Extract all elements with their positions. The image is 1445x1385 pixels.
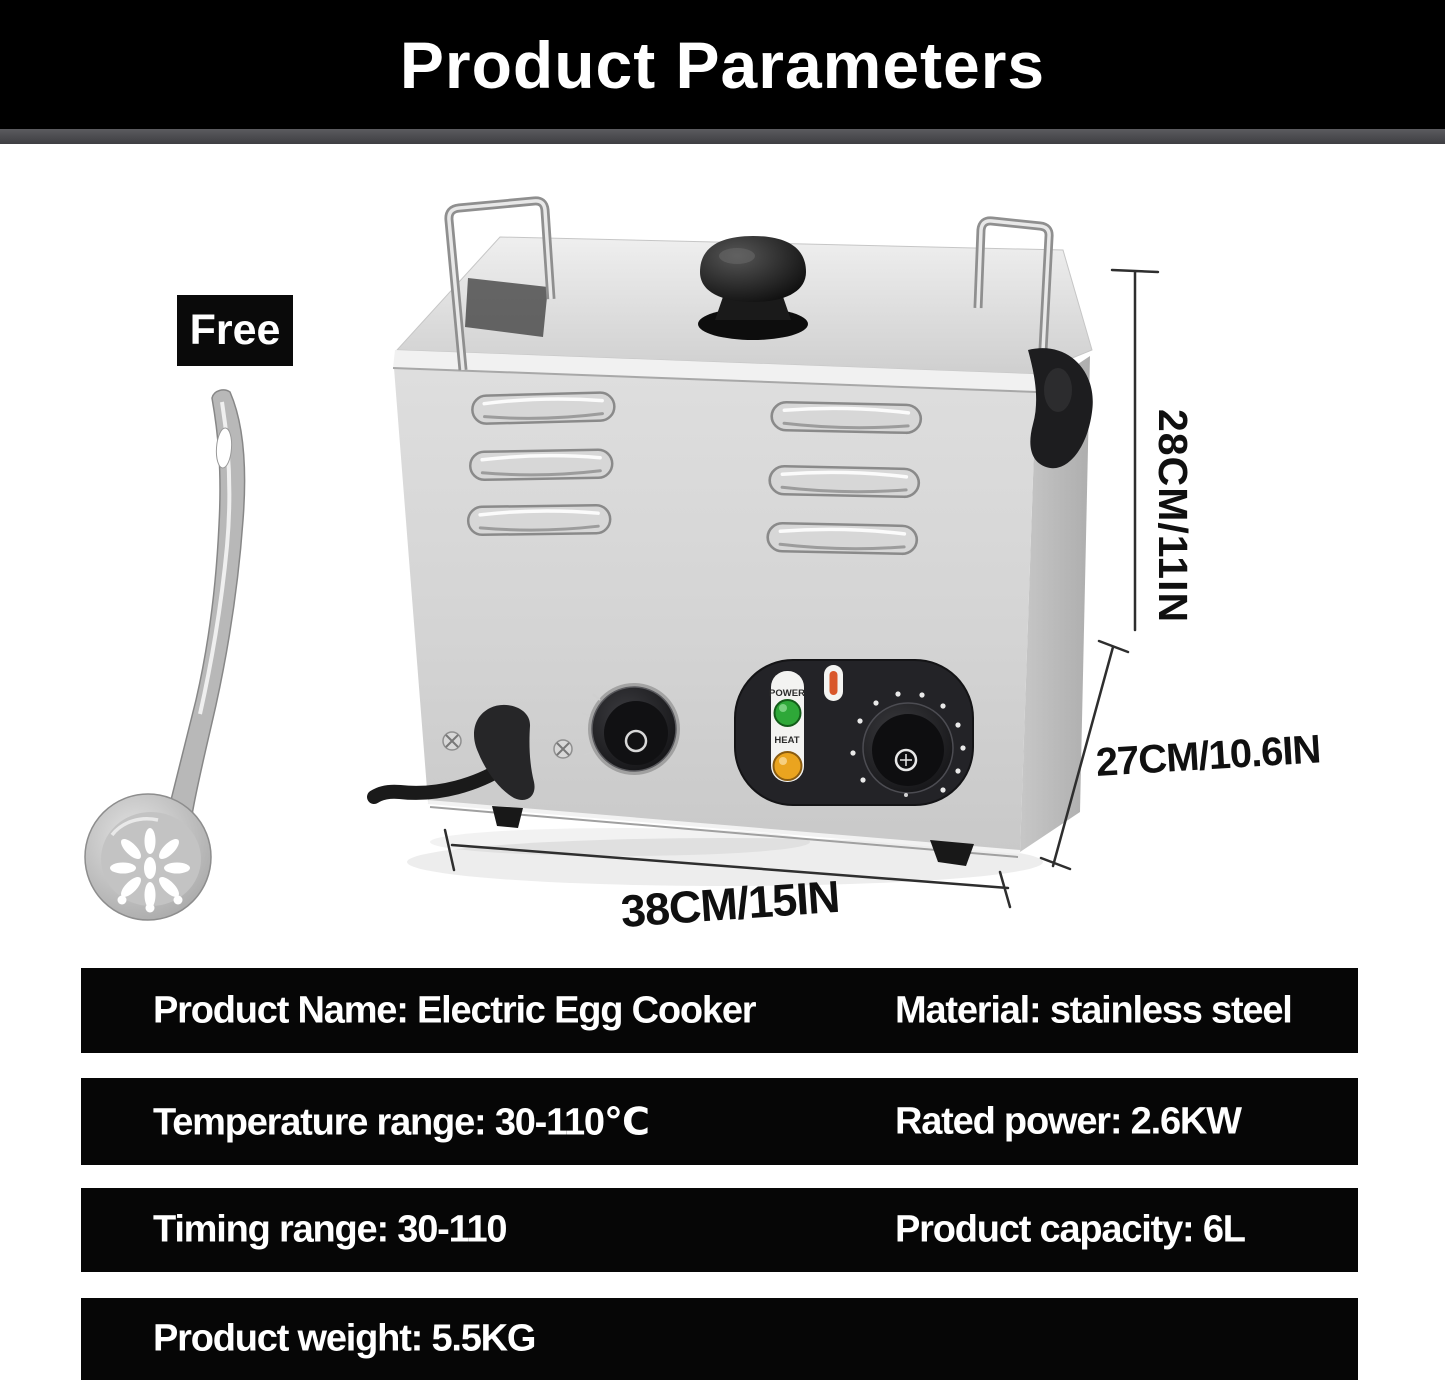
power-label: POWER (769, 688, 805, 699)
spec-row-temperature (81, 1078, 1358, 1165)
product-illustration (0, 144, 1445, 964)
dimension-label-width: 38CM/15IN (619, 870, 841, 937)
page-title: Product Parameters (399, 27, 1046, 102)
lid-handle-slot (465, 278, 548, 337)
spec-rated-power: Rated power: 2.6KW (895, 1100, 1241, 1142)
spec-product-name: Product Name: Electric Egg Cooker (153, 989, 756, 1031)
spec-timing-range: Timing range: 30-110 (153, 1208, 507, 1251)
spec-row-weight (81, 1298, 1358, 1380)
header-strip (0, 129, 1445, 144)
spec-temperature-range: Temperature range: 30-110℃ (153, 1101, 649, 1143)
spec-product-weight: Product weight: 5.5KG (153, 1317, 536, 1360)
control-panel (735, 660, 973, 805)
dimension-label-depth: 27CM/10.6IN (1094, 727, 1322, 785)
heat-indicator-light (774, 752, 802, 780)
spec-row-product-name (81, 968, 1358, 1053)
dimension-label-height: 28CM/11IN (1150, 409, 1196, 624)
reset-indicator (830, 671, 838, 695)
spec-row-timing (81, 1188, 1358, 1272)
egg-cooker-machine (374, 201, 1093, 886)
ladle-bowl (85, 794, 211, 920)
spec-product-capacity: Product capacity: 6L (895, 1208, 1245, 1251)
header-banner (0, 0, 1445, 129)
lid-knob (698, 236, 808, 340)
free-badge (177, 295, 293, 366)
spec-material: Material: stainless steel (895, 989, 1292, 1031)
ladle (85, 390, 245, 920)
product-photo-area (0, 144, 1445, 964)
ladle-handle (168, 390, 245, 830)
power-indicator-light (775, 700, 801, 726)
free-badge-label: Free (189, 306, 281, 354)
heat-label: HEAT (774, 735, 800, 746)
